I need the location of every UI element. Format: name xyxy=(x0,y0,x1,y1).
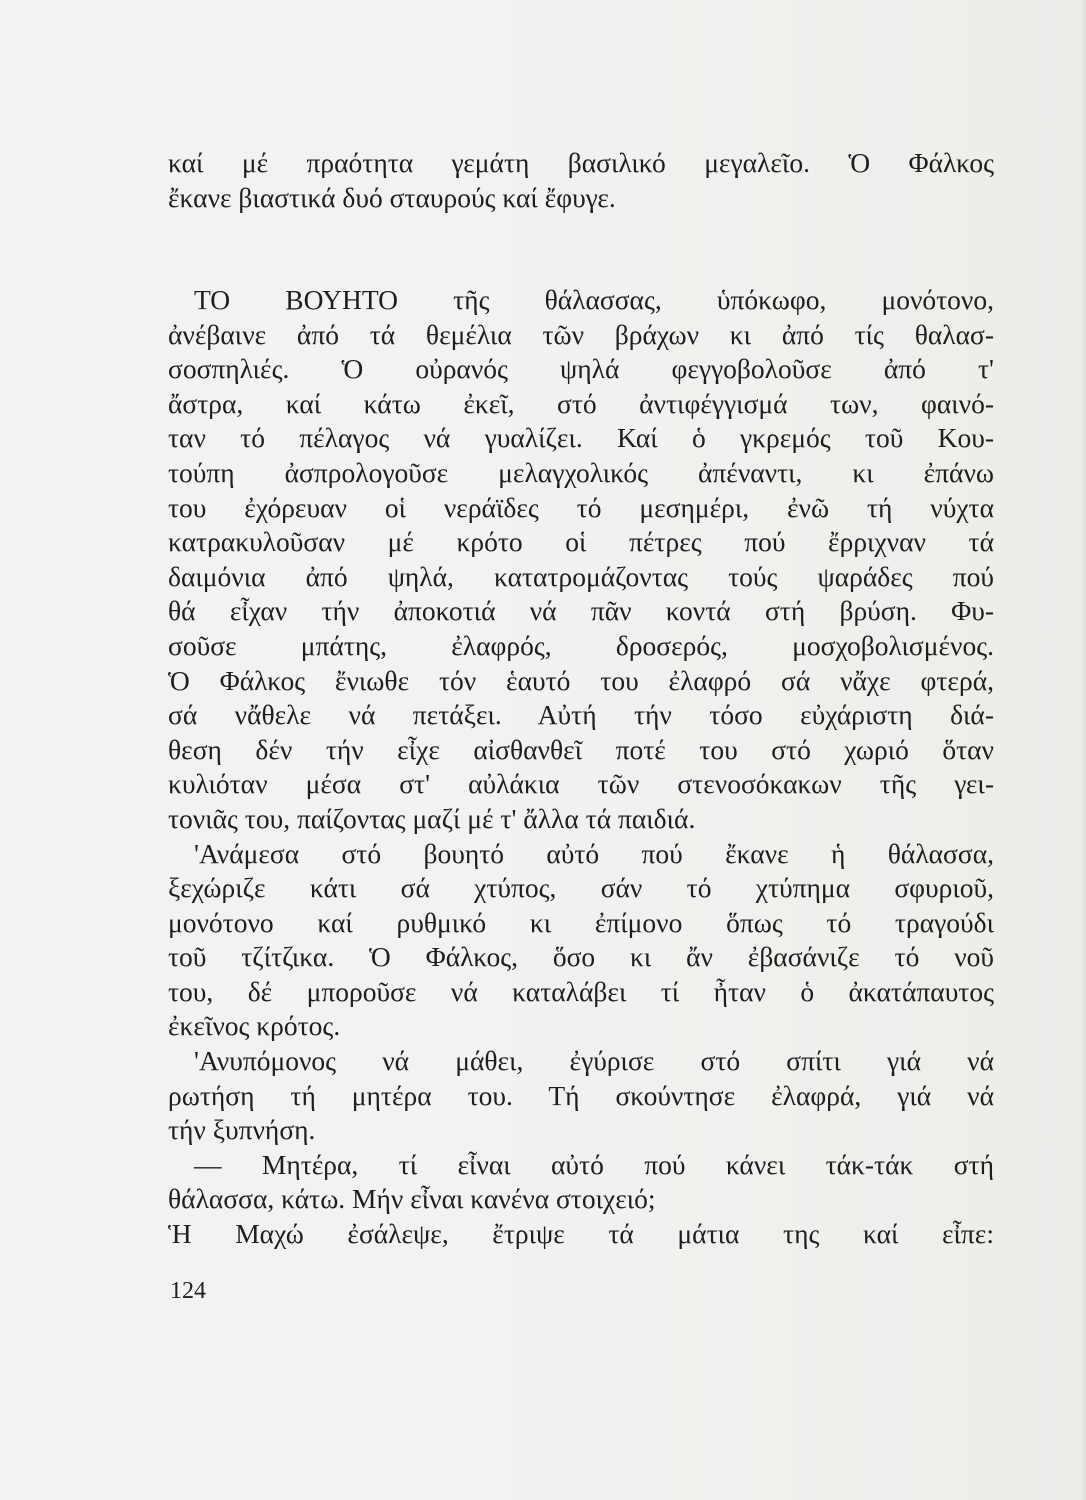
text-line: ἀνέβαινε ἀπό τά θεμέλια τῶν βράχων κι ἀπό τίς θαλασ- xyxy=(168,318,994,350)
text-line: σά νἄθελε νά πετάξει. Αὐτή τήν τόσο εὐχάριστη διά- xyxy=(168,699,994,731)
text-line: ἐκεῖνος κρότος. xyxy=(168,1010,341,1042)
text-line: τήν ξυπνήση. xyxy=(168,1114,316,1146)
text-line: καί μέ πραότητα γεμάτη βασιλικό μεγαλεῖο. Ὁ Φάλκος xyxy=(168,147,994,178)
paragraph-continuation xyxy=(168,146,994,215)
text-line: τονιᾶς του, παίζοντας μαζί μέ τ' ἄλλα τά παιδιά. xyxy=(168,802,696,834)
text-line: ἔκανε βιαστικά δυό σταυρούς καί ἔφυγε. xyxy=(168,181,616,213)
text-line: ἄστρα, καί κάτω ἐκεῖ, στό ἀντιφέγγισμά των, φαινό- xyxy=(168,387,994,419)
text-line: Ἡ Μαχώ ἐσάλεψε, ἔτριψε τά μάτια της καί εἶπε: xyxy=(168,1218,994,1250)
text-line: του, δέ μποροῦσε νά καταλάβει τί ἦταν ὁ ἀκατάπαυτος xyxy=(168,975,994,1007)
section-opening-line: ΤΟ ΒΟΥΗΤΟ τῆς θάλασσας, ὑπόκωφο, μονότονο, xyxy=(194,284,994,315)
text-line: σοσπηλιές. Ὁ οὐρανός ψηλά φεγγοβολοῦσε ἀπό τ' xyxy=(168,353,994,385)
text-line: κατρακυλοῦσαν μέ κρότο οἱ πέτρες πού ἔρριχναν τά xyxy=(168,526,994,558)
text-line: 'Ανυπόμονος νά μάθει, ἐγύρισε στό σπίτι γιά νά xyxy=(194,1045,994,1077)
text-line: μονότονο καί ρυθμικό κι ἐπίμονο ὅπως τό τραγούδι xyxy=(168,906,994,938)
page-edge-shadow xyxy=(1080,0,1086,1500)
text-line: Ὁ Φάλκος ἔνιωθε τόν ἑαυτό του ἐλαφρό σά νἄχε φτερά, xyxy=(168,664,994,696)
text-line: ταν τό πέλαγος νά γυαλίζει. Καί ὁ γκρεμός τοῦ Κου- xyxy=(168,422,994,454)
text-line: του ἐχόρευαν οἱ νεράϊδες τό μεσημέρι, ἐνῶ τή νύχτα xyxy=(168,491,994,523)
text-line: τοῦ τζίτζικα. Ὁ Φάλκος, ὅσο κι ἄν ἐβασάνιζε τό νοῦ xyxy=(168,941,994,973)
text-line: θεση δέν τήν εἶχε αἰσθανθεῖ ποτέ του στό χωριό ὅταν xyxy=(168,733,994,765)
text-line: ξεχώριζε κάτι σά χτύπος, σάν τό χτύπημα σφυριοῦ, xyxy=(168,872,994,904)
text-line: δαιμόνια ἀπό ψηλά, κατατρομάζοντας τούς ψαράδες πού xyxy=(168,560,994,592)
main-text xyxy=(168,283,994,1252)
text-line: ρωτήση τή μητέρα του. Τή σκούντησε ἐλαφρά, γιά νά xyxy=(168,1079,994,1111)
text-line: σοῦσε μπάτης, ἐλαφρός, δροσερός, μοσχοβολισμένος. xyxy=(168,629,994,661)
text-line: τούπη ἀσπρολογοῦσε μελαγχολικός ἀπέναντι, κι ἐπάνω xyxy=(168,456,994,488)
text-line: κυλιόταν μέσα στ' αὐλάκια τῶν στενοσόκακων τῆς γει- xyxy=(168,768,994,800)
dialogue-line: — Μητέρα, τί εἶναι αὐτό πού κάνει τάκ-τάκ στή xyxy=(194,1148,994,1180)
text-line: 'Ανάμεσα στό βουητό αὐτό πού ἔκανε ἡ θάλασσα, xyxy=(194,837,994,869)
text-line: θά εἶχαν τήν ἀποκοτιά νά πᾶν κοντά στή βρύση. Φυ- xyxy=(168,595,994,627)
page-number: 124 xyxy=(170,1278,206,1304)
dialogue-line: θάλασσα, κάτω. Μήν εἶναι κανένα στοιχειό; xyxy=(168,1183,656,1215)
